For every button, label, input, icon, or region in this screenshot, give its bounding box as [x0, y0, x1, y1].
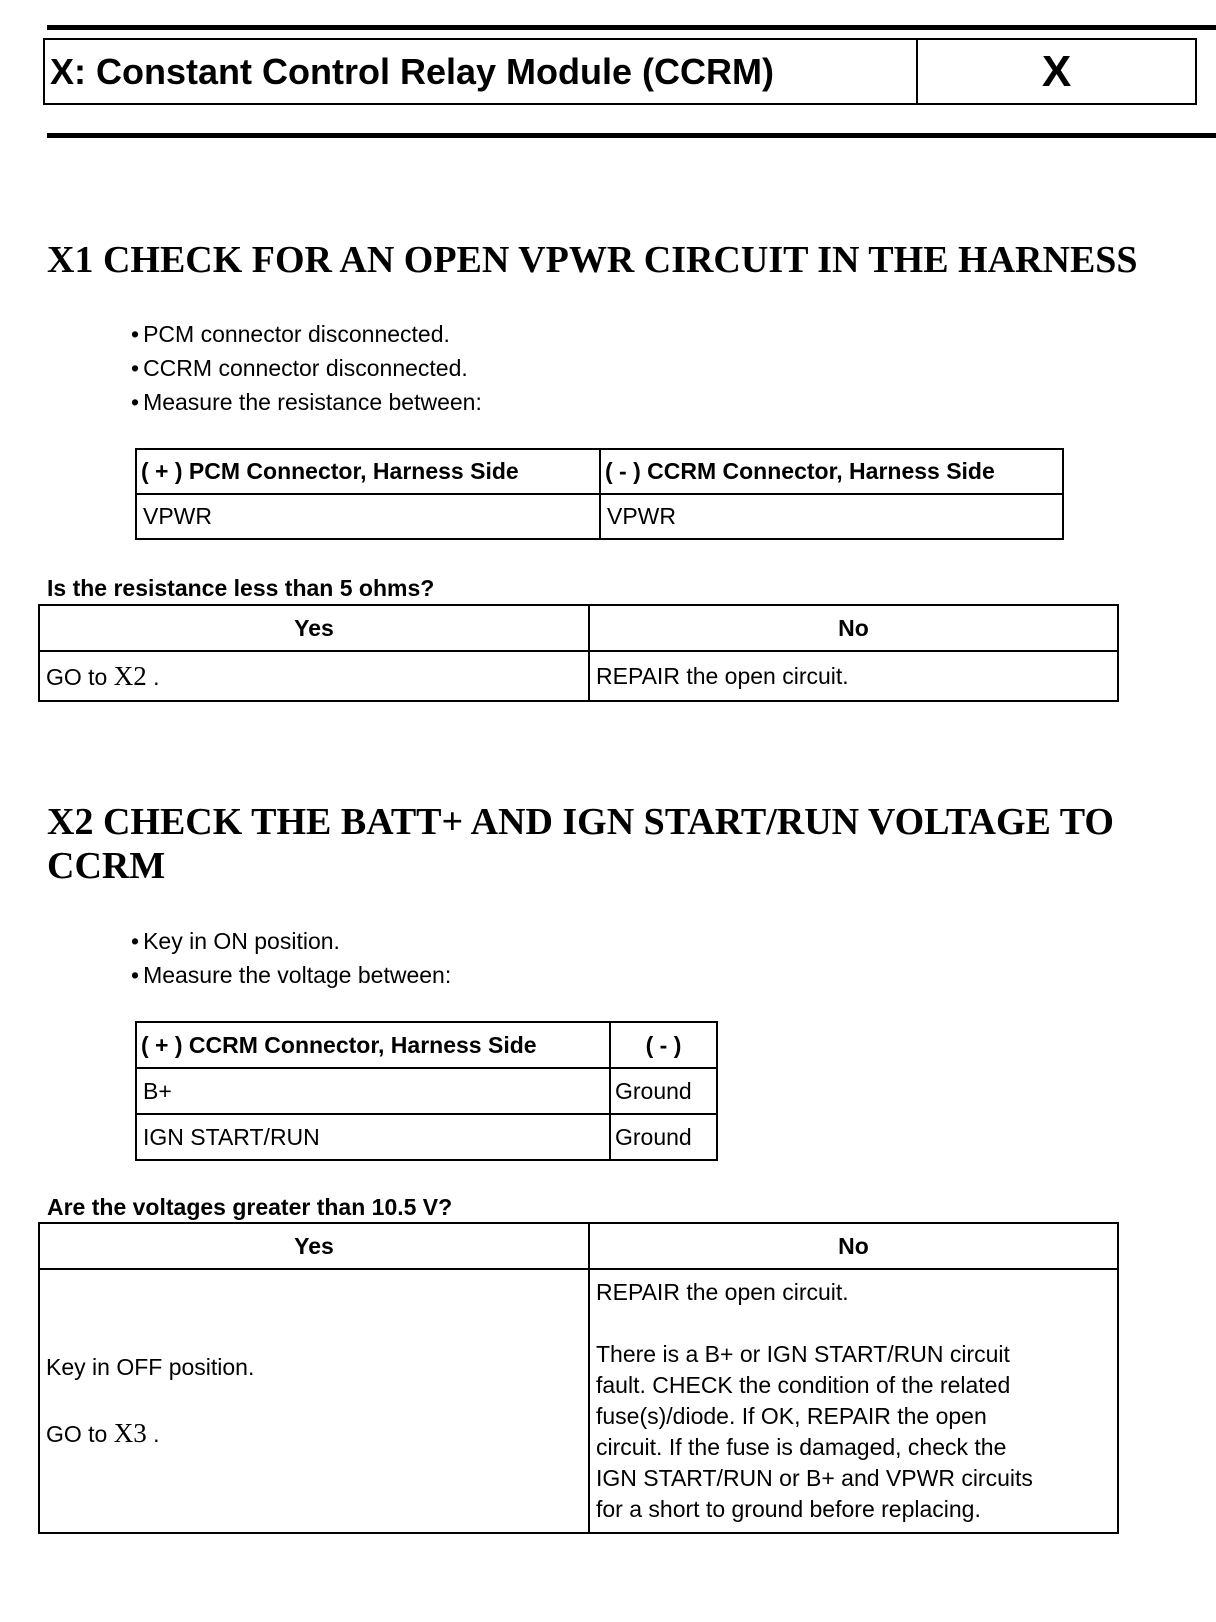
no-header: No [589, 1223, 1118, 1269]
yes-header: Yes [39, 1223, 589, 1269]
x1-result-table [38, 604, 1119, 702]
table-row [136, 494, 1063, 539]
section-letter: X [1041, 46, 1072, 96]
table-cell: IGN START/RUN [136, 1114, 610, 1160]
table-header: ( + ) CCRM Connector, Harness Side [136, 1022, 610, 1068]
table-row [39, 651, 1118, 701]
x1-heading: X1 CHECK FOR AN OPEN VPWR CIRCUIT IN THE HARNESS [47, 239, 1138, 281]
table-cell: VPWR [600, 494, 1063, 539]
list-item: • CCRM connector disconnected. [131, 351, 482, 385]
top-rule [47, 25, 1216, 30]
yes-header: Yes [39, 605, 589, 651]
list-item: • Measure the resistance between: [131, 385, 482, 419]
table-row [136, 1114, 717, 1160]
table-row [136, 1068, 717, 1114]
x1-measure-table [135, 448, 1064, 540]
yes-cell: GO to X2 . [39, 651, 589, 701]
x2-heading: X2 CHECK THE BATT+ AND IGN START/RUN VOLTAGE TO CCRM [47, 801, 1114, 887]
no-header: No [589, 605, 1118, 651]
table-cell: Ground [610, 1114, 717, 1160]
list-item: • Key in ON position. [131, 924, 451, 958]
bottom-rule [47, 133, 1216, 138]
table-row [39, 1269, 1118, 1533]
table-cell: VPWR [136, 494, 600, 539]
section-title: X: Constant Control Relay Module (CCRM) [45, 40, 918, 103]
table-cell: B+ [136, 1068, 610, 1114]
x1-question: Is the resistance less than 5 ohms? [47, 575, 435, 601]
no-cell: REPAIR the open circuit. There is a B+ or IGN START/RUN circuit fault. CHECK the condition of the related fuse(s)/diode. If OK, REPAIR the open circuit. If the fuse is damaged, check the IGN START/RUN or B+ and VPWR circuits for a short to ground before replacing. [589, 1269, 1118, 1533]
section-header [43, 38, 1197, 105]
x2-question: Are the voltages greater than 10.5 V? [47, 1194, 453, 1220]
x2-link[interactable]: X2 [113, 660, 147, 691]
table-header: ( - ) [610, 1022, 717, 1068]
list-item: • Measure the voltage between: [131, 958, 451, 992]
x2-bullet-list [131, 924, 451, 992]
no-cell: REPAIR the open circuit. [589, 651, 1118, 701]
table-cell: Ground [610, 1068, 717, 1114]
x3-link[interactable]: X3 [113, 1418, 147, 1448]
table-header: ( + ) PCM Connector, Harness Side [136, 449, 600, 494]
yes-cell: Key in OFF position. GO to X3 . [39, 1269, 589, 1533]
table-header: ( - ) CCRM Connector, Harness Side [600, 449, 1063, 494]
x2-result-table [38, 1222, 1119, 1534]
list-item: • PCM connector disconnected. [131, 317, 482, 351]
x1-bullet-list [131, 317, 482, 419]
x2-measure-table [135, 1021, 718, 1161]
